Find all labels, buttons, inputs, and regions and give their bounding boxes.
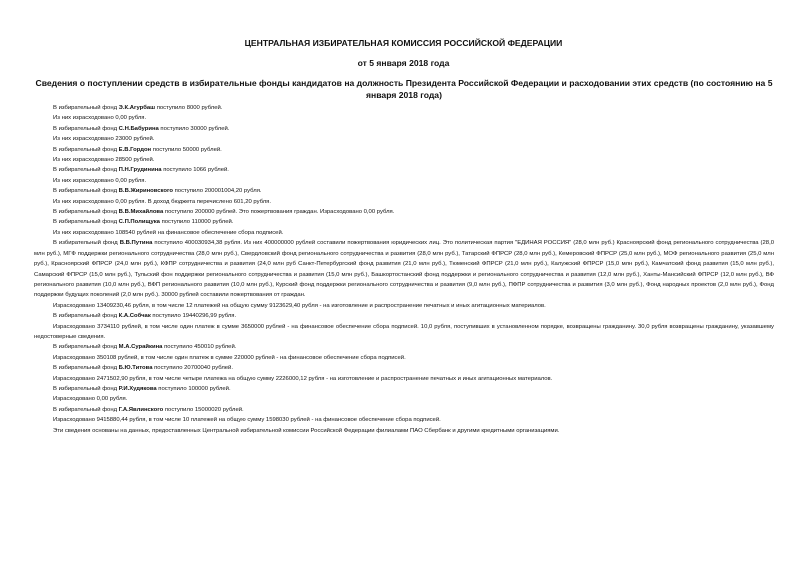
- expense-entry: Израсходовано 350108 рублей, в том числе один платеж в сумме 220000 рублей - на финансовое обеспечение сбора подписей.: [53, 354, 406, 361]
- entry-text: В избирательный фонд: [53, 146, 119, 153]
- fund-entry: [34, 311, 774, 321]
- candidate-name: Б.Ю.Титова: [118, 365, 153, 372]
- fund-entry: [34, 103, 774, 113]
- entry-text: В избирательный фонд: [53, 240, 120, 247]
- entry-text: В избирательный фонд: [53, 167, 119, 174]
- candidate-name: М.А.Сурайкина: [118, 344, 163, 351]
- candidate-name: В.В.Путина: [119, 240, 153, 247]
- expense-entry: Израсходовано 2471502,90 рубля, в том числе четыре платежа на общую сумму 2226000,12 рубля - на изготовление и распространение печатных и иных агитационных материалов.: [53, 375, 553, 382]
- fund-entry: [34, 342, 774, 352]
- commission-heading: ЦЕНТРАЛЬНАЯ ИЗБИРАТЕЛЬНАЯ КОМИССИЯ РОССИЙСКОЙ ФЕДЕРАЦИИ: [244, 38, 563, 48]
- entry-text: В избирательный фонд: [53, 209, 119, 216]
- candidate-name: Е.В.Гордон: [118, 146, 152, 153]
- candidate-name: Э.К.Агурбаш: [118, 105, 156, 111]
- expense-entry: Израсходовано 0,00 рубля.: [53, 396, 128, 403]
- document-date: от 5 января 2018 года: [357, 58, 450, 68]
- fund-entry: [34, 217, 774, 227]
- fund-entry: [34, 384, 774, 394]
- expense-entry: Из них израсходовано 0,00 рубля.: [53, 115, 147, 122]
- entry-text: поступило 400030934,38 рубля. Из них 400000000 рублей составили пожертвования юридических лиц. Это политическая партия "ЕДИНАЯ РОССИЯ" (28,0 млн руб.) Красноярский фонд регионального сотрудничества (28,0 млн руб.), МГФ поддержки регионального сотрудничества (28,0 млн руб.), Свердловский фонд регионального сотрудничества и развития (28,0 млн руб.), Татарский ФПРСР (28,0 млн руб.), Кемеровский ФПРСР (25,0 млн руб.), МОФ регионального развития (25,0 млн руб.), Красноярский ФПРСР (24,0 млн руб.), КФПР сотрудничества и развития (24,0 млн руб Санкт-Петербургский фонд развития (21,0 млн руб.), Тюменский ФПРСР (21,0 млн руб.), Калужский ФПРСР (15,0 млн руб.), Камчатский фонд развития (15,0 млн руб.), Самарский ФПРСР (15,0 млн руб.), Тульский фон поддержки регионального сотрудничества и развития (15,0 млн руб.), Башкортостанский фонд поддержки и регионального сотрудничества и развития (12,0 млн руб.), Ханты-Мансийский ФПРСР (12,0 млн руб.), ВФ регионального развития (10,0 млн руб.), ВФП регионального развития (10,0 млн руб.), Курский фонд поддержки регионального сотрудничества и развития (9,0 млн руб.), ПФПР сотрудничества и развития (3,0 млн руб.), Фонд народных проектов (2,0 млн руб.), Фонд поддержки будущих поколений (2,0 млн руб.). 30000 рублей составили пожертвования от граждан.: [34, 240, 774, 299]
- entry-text: поступило 15000020 рублей.: [163, 406, 244, 413]
- fund-entry: [34, 238, 774, 300]
- entry-text: В избирательный фонд: [53, 365, 119, 372]
- entry-text: поступило 50000 рублей.: [151, 146, 222, 153]
- fund-entry: [34, 165, 774, 175]
- entry-text: В избирательный фонд: [53, 125, 119, 132]
- candidate-name: Р.И.Худякова: [118, 385, 157, 392]
- document-title: Сведения о поступлении средств в избирательные фонды кандидатов на должность Президента Российской Федерации и расходовании этих средств (по состоянию на 5 января 2018 года): [35, 78, 773, 100]
- expense-entry: Из них израсходовано 23000 рублей.: [53, 136, 155, 143]
- entry-text: В избирательный фонд: [53, 344, 119, 351]
- entry-text: поступило 8000 рублей.: [155, 105, 223, 111]
- fund-entry: [34, 405, 774, 415]
- fund-entry: [34, 186, 774, 196]
- candidate-name: К.А.Собчак: [118, 313, 151, 320]
- fund-entry: [34, 124, 774, 134]
- entry-text: В избирательный фонд: [53, 406, 119, 413]
- entry-text: поступило 110000 рублей.: [159, 219, 234, 226]
- candidate-name: Г.А.Явлинского: [118, 406, 164, 413]
- entry-text: В избирательный фонд: [53, 385, 119, 392]
- entry-text: В избирательный фонд: [53, 188, 119, 195]
- expense-entry: Из них израсходовано 0,00 рубля.: [53, 177, 147, 184]
- entry-text: поступило 20700040 рублей.: [152, 365, 233, 372]
- entry-text: поступило 30000 рублей.: [158, 125, 230, 132]
- fund-entry: [34, 145, 774, 155]
- entry-text: поступило 100000 рублей.: [156, 385, 231, 392]
- expense-entry: Из них израсходовано 28500 рублей.: [53, 157, 155, 164]
- expense-entry: Израсходовано 3734110 рублей, в том числе один платеж в сумме 3650000 рублей - на финансовое обеспечение сбора подписей. 10,0 рубля, поступивших в установленном порядке, возвращены гражданину. 30,0 рубля возвращены гражданину, указавшему недостоверные сведения.: [34, 323, 774, 340]
- fund-entry: [34, 363, 774, 373]
- entry-text: поступило 19440296,99 рубля.: [150, 313, 237, 320]
- document-body: [34, 103, 774, 436]
- expense-entry: Израсходовано 9415880,44 рубля, в том числе 10 платежей на общую сумму 1598030 рублей - на финансовое обеспечение сбора подписей.: [53, 417, 441, 424]
- entry-text: В избирательный фонд: [53, 313, 119, 320]
- entry-text: В избирательный фонд: [53, 219, 119, 226]
- entry-text: поступило 200000 рублей. Это пожертвования граждан. Израсходовано 0,00 рубля.: [163, 209, 395, 216]
- fund-entry: [34, 207, 774, 217]
- expense-entry: Израсходовано 13409230,46 рубля, в том числе 12 платежей на общую сумму 9123629,40 рубля - на изготовление и распространение печатных и иных агитационных материалов.: [53, 302, 546, 309]
- candidate-name: В.В.Михайлова: [118, 209, 164, 216]
- candidate-name: С.Н.Бабурина: [118, 125, 159, 132]
- expense-entry: Из них израсходовано 108540 рублей на финансовое обеспечение сбора подписей.: [53, 229, 284, 236]
- entry-text: поступило 450010 рублей.: [162, 344, 237, 351]
- candidate-name: В.В.Жириновского: [118, 188, 173, 195]
- candidate-name: С.П.Полищука: [118, 219, 160, 226]
- source-note: Эти сведения основаны на данных, предоставленных Центральной избирательной комиссии Российской Федерации филиалами ПАО Сбербанк и другими кредитными организациями.: [53, 427, 560, 434]
- entry-text: поступило 200001004,20 рубля.: [172, 188, 262, 195]
- candidate-name: П.Н.Грудинина: [118, 167, 162, 174]
- entry-text: поступило 1066 рублей.: [161, 167, 229, 174]
- expense-entry: Из них израсходовано 0,00 рубля. В доход бюджета перечислено 601,20 рубля.: [53, 198, 271, 205]
- entry-text: В избирательный фонд: [53, 105, 119, 111]
